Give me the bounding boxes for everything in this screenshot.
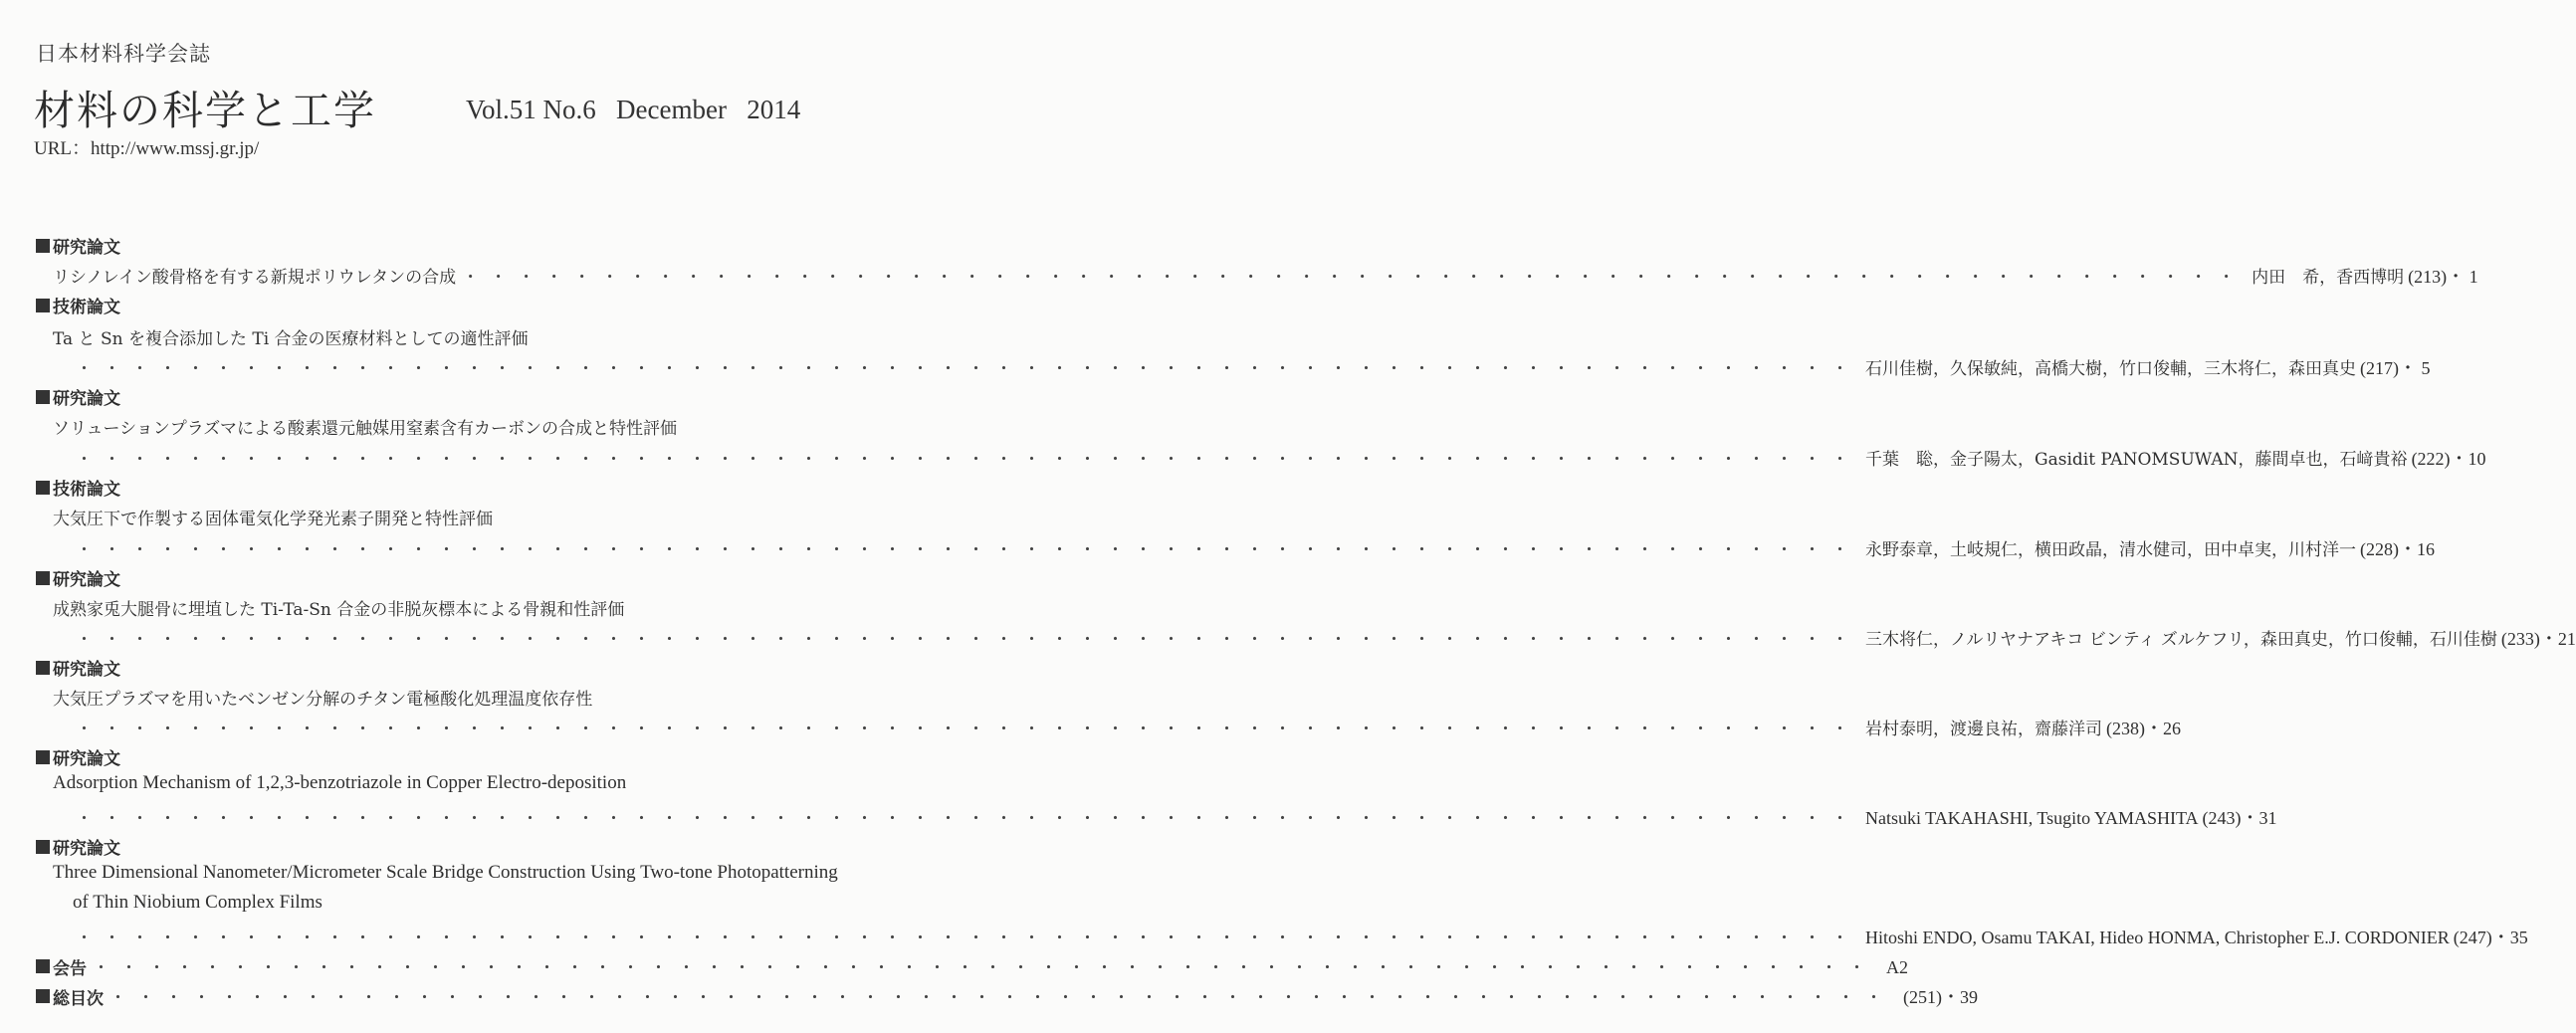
category-heading [36,984,104,1009]
leader-dots: ・・・・・・・・・・・・・・・・・・・・・・・・・・・・・・・・・・・・・・・・・・・・・・・・・・・・・・・・・・・・・・・・ [76,359,1859,379]
page-number: (233)・21 [2500,629,2576,649]
toc-entry-line [76,445,2486,471]
article-title[interactable]: 大気圧プラズマを用いたベンゼン分解のチタン電極酸化処理温度依存性 [53,690,593,710]
toc-footer-line[interactable] [36,983,1978,1009]
toc-footer-line[interactable] [36,953,1908,979]
square-bullet-icon [36,989,50,1003]
category-label: 技術論文 [53,298,120,317]
journal-name: 日本材料科学会誌 [36,42,211,66]
article-authors: Natsuki TAKAHASHI, Tsugito YAMASHITA [1865,808,2199,828]
article-title[interactable]: Ta と Sn を複合添加した Ti 合金の医療材料としての適性評価 [53,329,529,349]
page-number: (243)・31 [2202,808,2277,828]
category-heading [36,384,120,409]
article-authors: 三木将仁，ノルリヤナアキコ ビンティ ズルケフリ，森田真史，竹口俊輔，石川佳樹 [1865,630,2497,650]
article-title[interactable]: 成熟家兎大腿骨に埋埴した Ti-Ta-Sn 合金の非脱灰標本による骨親和性評価 [53,600,625,620]
square-bullet-icon [36,959,50,973]
leader-dots: ・・・・・・・・・・・・・・・・・・・・・・・・・・・・・・・・・・・・・・・・・・・・・・・・・・・・・・・・・・・・・・・・ [93,958,1876,978]
category-heading [36,293,120,317]
article-authors: 石川佳樹，久保敏純，高橋大樹，竹口俊輔，三木将仁，森田真史 [1865,359,2356,379]
leader-dots: ・・・・・・・・・・・・・・・・・・・・・・・・・・・・・・・・・・・・・・・・・・・・・・・・・・・・・・・・・・・・・・・・ [76,540,1859,560]
page-number: (251)・39 [1903,987,1978,1007]
square-bullet-icon [36,661,50,675]
category-heading [36,655,120,680]
article-authors: Hitoshi ENDO, Osamu TAKAI, Hideo HONMA, Christopher E.J. CORDONIER [1865,928,2450,947]
category-heading [36,834,120,859]
square-bullet-icon [36,239,50,253]
toc-entry-line [76,715,2181,740]
page-number: (222)・10 [2411,449,2486,469]
category-label: 研究論文 [53,570,120,590]
article-authors: 岩村泰明，渡邊良祐，齋藤洋司 [1865,720,2102,739]
leader-dots: ・・・・・・・・・・・・・・・・・・・・・・・・・・・・・・・・・・・・・・・・・・・・・・・・・・・・・・・・・・・・・・・・ [76,450,1859,470]
square-bullet-icon [36,299,50,312]
page-number: (213)・ 1 [2408,267,2478,287]
page-number: (238)・26 [2106,719,2181,738]
category-label: 研究論文 [53,749,120,769]
category-heading [36,954,87,979]
square-bullet-icon [36,750,50,764]
toc-entry-line [76,625,2576,651]
page-number: A2 [1886,957,1908,977]
toc-entry-line [76,354,2431,380]
leader-dots: ・・・・・・・・・・・・・・・・・・・・・・・・・・・・・・・・・・・・・・・・・・・・・・・・・・・・・・・・・・・・・・・・ [109,988,1893,1008]
journal-title: 材料の科学と工学 [34,87,376,134]
square-bullet-icon [36,571,50,585]
page-number: (228)・16 [2360,539,2435,559]
footer-item-label: 総目次 [53,988,104,1009]
leader-dots: ・・・・・・・・・・・・・・・・・・・・・・・・・・・・・・・・・・・・・・・・・・・・・・・・・・・・・・・・・・・・・・・・ [76,720,1859,739]
article-title[interactable]: 大気圧下で作製する固体電気化学発光素子開発と特性評価 [53,510,493,529]
square-bullet-icon [36,840,50,854]
article-title[interactable]: リシノレイン酸骨格を有する新規ポリウレタンの合成 [53,268,457,288]
toc-entry-line [76,535,2435,561]
square-bullet-icon [36,390,50,404]
toc-entry-line [76,924,2528,949]
page-number: (217)・ 5 [2360,358,2431,378]
category-heading [36,744,120,769]
category-heading [36,475,120,500]
article-authors: 千葉 聡，金子陽太，Gasidit PANOMSUWAN，藤間卓也，石﨑貴裕 [1865,450,2408,470]
category-label: 研究論文 [53,389,120,409]
page-number: (247)・35 [2453,928,2528,947]
article-authors: 内田 希，香西博明 [2252,268,2405,288]
toc-entry-line [76,804,2277,830]
category-label: 技術論文 [53,480,120,500]
leader-dots: ・・・・・・・・・・・・・・・・・・・・・・・・・・・・・・・・・・・・・・・・・・・・・・・・・・・・・・・・・・・・・・・・ [76,929,1859,948]
leader-dots: ・・・・・・・・・・・・・・・・・・・・・・・・・・・・・・・・・・・・・・・・・・・・・・・・・・・・・・・・・・・・・・・・ [76,809,1859,829]
category-label: 研究論文 [53,238,120,258]
journal-url[interactable]: URL：http://www.mssj.gr.jp/ [34,138,260,159]
toc-entry-line[interactable] [53,263,2478,289]
article-authors: 永野泰章，土岐規仁，横田政晶，清水健司，田中卓実，川村洋一 [1865,540,2356,560]
category-heading [36,565,120,590]
category-heading [36,233,120,258]
article-title-continued[interactable]: of Thin Niobium Complex Films [73,892,322,913]
leader-dots: ・・・・・・・・・・・・・・・・・・・・・・・・・・・・・・・・・・・・・・・・・・・・・・・・・・・・・・・・・・・・・・・・ [76,630,1859,650]
article-title[interactable]: Adsorption Mechanism of 1,2,3-benzotriazole in Copper Electro-deposition [53,772,627,793]
category-label: 研究論文 [53,660,120,680]
leader-dots: ・・・・・・・・・・・・・・・・・・・・・・・・・・・・・・・・・・・・・・・・・・・・・・・・・・・・・・・・・・・・・・・・ [462,268,2247,288]
article-title[interactable]: ソリューションプラズマによる酸素還元触媒用窒素含有カーボンの合成と特性評価 [53,419,677,439]
footer-item-label: 会告 [53,958,87,979]
issue-info: Vol.51 No.6 December 2014 [466,95,801,124]
category-label: 研究論文 [53,839,120,859]
square-bullet-icon [36,481,50,495]
article-title[interactable]: Three Dimensional Nanometer/Micrometer Scale Bridge Construction Using Two-tone Photopatterning [53,862,838,883]
